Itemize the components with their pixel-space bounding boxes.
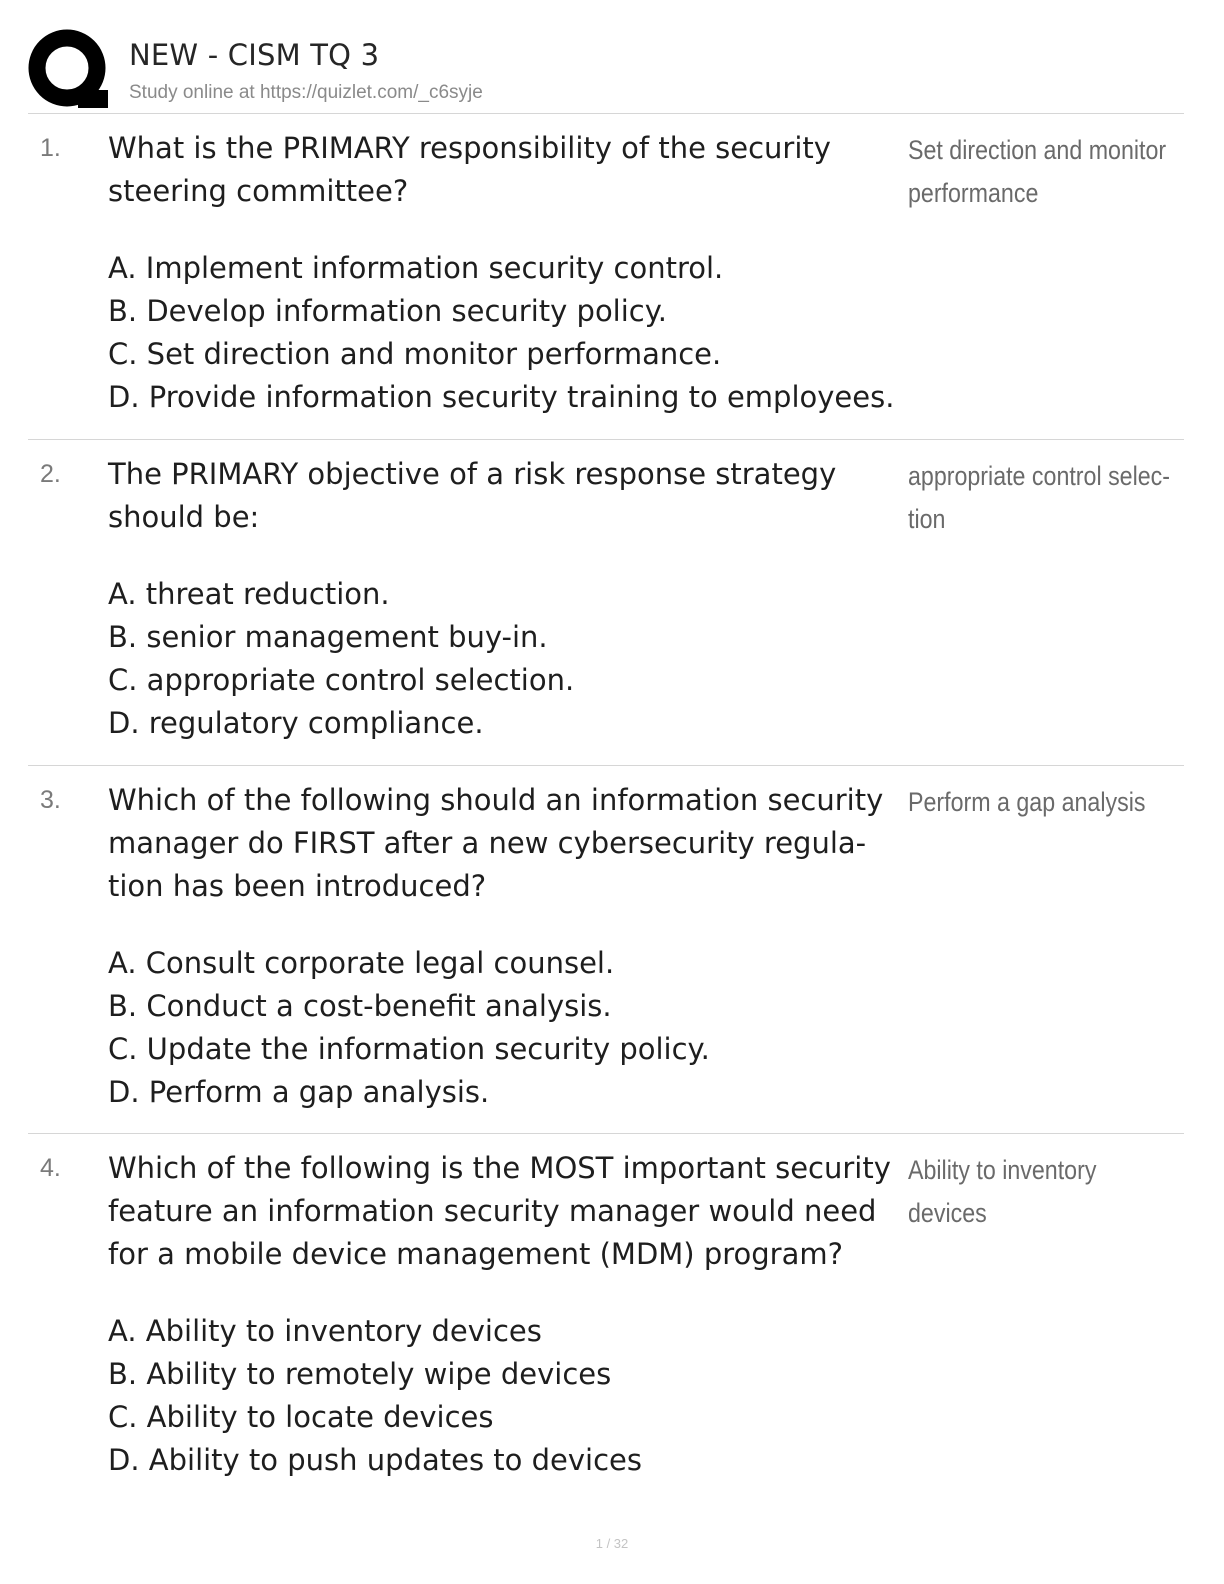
study-online-url[interactable]: https://quizlet.com/_c6syje	[259, 82, 483, 103]
question-number: 2.	[40, 460, 61, 488]
option-b: B. Conduct a cost-benefit analysis.	[108, 989, 612, 1023]
question-text: The PRIMARY objective of a risk response strategy should be:	[108, 457, 837, 534]
page-header	[28, 28, 1184, 114]
answer-text: Perform a gap analysis	[908, 787, 1146, 817]
option-a: A. Ability to inventory devices	[108, 1314, 542, 1348]
quizlet-q-logo-icon	[28, 28, 110, 110]
option-d: D. Ability to push updates to devices	[108, 1443, 642, 1477]
option-d: D. regulatory compliance.	[108, 706, 484, 740]
option-b: B. Develop information security policy.	[108, 294, 667, 328]
answer-text: Ability to inventory devices	[908, 1155, 1097, 1228]
option-d: D. Perform a gap analysis.	[108, 1075, 490, 1109]
question-card	[28, 1134, 1184, 1504]
option-d: D. Provide information security training to employees.	[108, 380, 895, 414]
question-text: What is the PRIMARY responsibility of the security steering committee?	[108, 131, 831, 208]
question-text: Which of the following should an information security manager do FIRST after a new cybersecurity regula- tion has been introduced?	[108, 783, 884, 903]
option-a: A. Implement information security control.	[108, 251, 724, 285]
option-c: C. appropriate control selection.	[108, 663, 575, 697]
document-title: NEW - CISM TQ 3	[129, 38, 380, 72]
option-c: C. Set direction and monitor performance.	[108, 337, 722, 371]
answer-text: appropriate control selec- tion	[908, 461, 1171, 534]
question-number: 3.	[40, 786, 61, 814]
study-online-line	[129, 82, 483, 104]
question-card	[28, 766, 1184, 1134]
answer-options	[108, 1310, 928, 1482]
option-b: B. senior management buy-in.	[108, 620, 548, 654]
question-card	[28, 114, 1184, 440]
option-c: C. Update the information security policy.	[108, 1032, 710, 1066]
option-a: A. threat reduction.	[108, 577, 390, 611]
answer-options	[108, 573, 928, 745]
study-online-prefix: Study online at	[129, 82, 260, 103]
question-card	[28, 440, 1184, 766]
question-text: Which of the following is the MOST important security feature an information security manager would need for a mobile device management (MDM) program?	[108, 1151, 891, 1271]
option-c: C. Ability to locate devices	[108, 1400, 494, 1434]
page-number: 1 / 32	[595, 1536, 629, 1551]
answer-options	[108, 247, 928, 419]
answer-options	[108, 942, 928, 1114]
question-number: 1.	[40, 134, 61, 162]
answer-text: Set direction and monitor performance	[908, 135, 1167, 208]
option-b: B. Ability to remotely wipe devices	[108, 1357, 612, 1391]
question-number: 4.	[40, 1154, 61, 1182]
option-a: A. Consult corporate legal counsel.	[108, 946, 615, 980]
